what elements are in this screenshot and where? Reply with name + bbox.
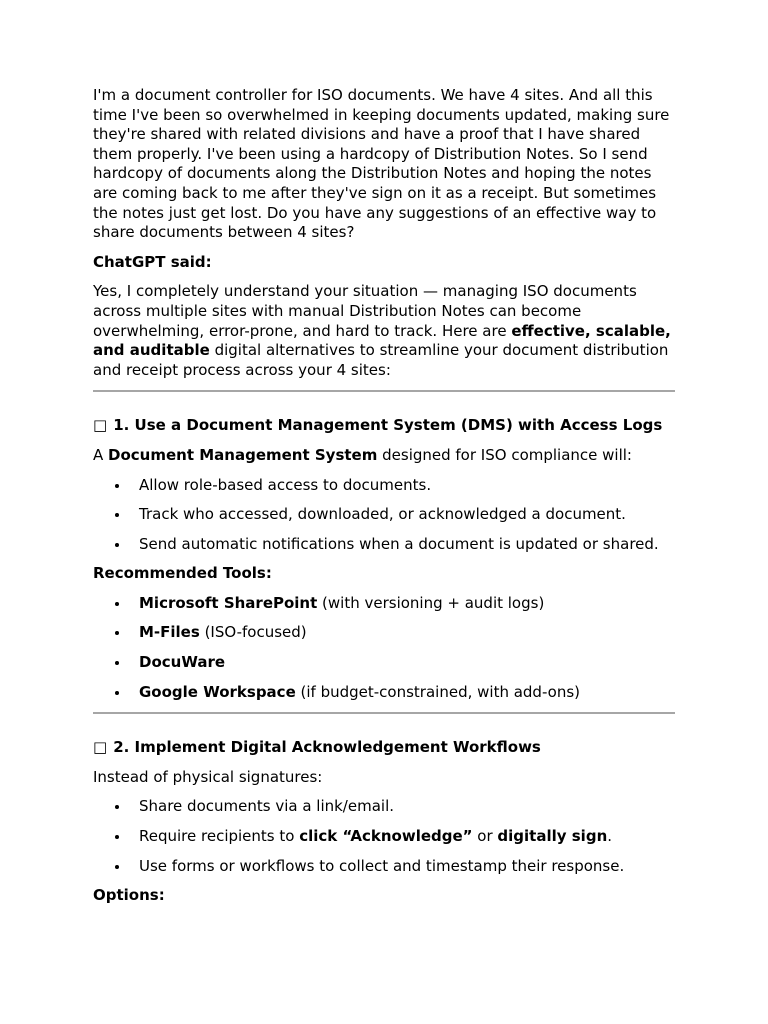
conversation-document xyxy=(93,86,675,916)
list-item: Track who accessed, downloaded, or acknowledged a document. xyxy=(139,505,675,525)
tool-note: (if budget-constrained, with add-ons) xyxy=(295,682,580,701)
section-1-bullets xyxy=(93,476,675,555)
section-2-lead: Instead of physical signatures: xyxy=(93,767,323,786)
list-item: Send automatic notifications when a document is updated or shared. xyxy=(139,535,675,555)
list-item xyxy=(139,827,675,847)
recommended-tools-list xyxy=(93,594,675,702)
list-item xyxy=(139,623,675,643)
placeholder-glyph-icon: □ xyxy=(93,416,108,435)
section-1-lead-bold: Document Management System xyxy=(108,445,378,464)
section-1-lead-prefix: A xyxy=(93,445,109,464)
section-2-bullets xyxy=(93,797,675,876)
tool-note: (ISO-focused) xyxy=(199,623,307,642)
placeholder-glyph-icon: □ xyxy=(93,738,108,757)
list-item: Use forms or workflows to collect and timestamp their response. xyxy=(139,857,675,877)
speaker-label: ChatGPT said: xyxy=(93,252,212,271)
bullet-text: Require recipients to xyxy=(139,827,300,846)
section-2-title: 2. Implement Digital Acknowledgement Workflows xyxy=(113,738,541,757)
options-label: Options: xyxy=(93,886,165,905)
reply-intro-emphasis: effective, scalable, and auditable xyxy=(93,321,671,360)
section-1-lead xyxy=(93,446,675,466)
section-2-heading xyxy=(93,738,675,758)
tool-name: DocuWare xyxy=(139,653,226,672)
tool-name: M-Files xyxy=(139,623,200,642)
section-divider xyxy=(93,390,675,392)
bullet-emphasis: digitally sign xyxy=(497,827,608,846)
reply-intro xyxy=(93,282,675,380)
list-item xyxy=(139,594,675,614)
list-item: Share documents via a link/email. xyxy=(139,797,675,817)
section-1-title: 1. Use a Document Management System (DMS) with Access Logs xyxy=(113,416,663,435)
list-item xyxy=(139,683,675,703)
reply-intro-text: Yes, I completely understand your situation — managing ISO documents across multiple sites with manual Distribution Notes can become overwhelming, error-prone, and hard to track. Here are xyxy=(93,282,637,340)
user-message: I'm a document controller for ISO documents. We have 4 sites. And all this time I've been so overwhelmed in keeping documents updated, making sure they're shared with related divisions and have a proof that I have shared them properly. I've been using a hardcopy of Distribution Notes. So I send hardcopy of documents along the Distribution Notes and hoping the notes are coming back to me after they've sign on it as a receipt. But sometimes the notes just get lost. Do you have any suggestions of an effective way to share documents between 4 sites? xyxy=(93,86,670,242)
reply-intro-text-end: digital alternatives to streamline your document distribution and receipt process across your 4 sites: xyxy=(93,341,669,379)
bullet-emphasis: click “Acknowledge” xyxy=(299,827,473,846)
section-divider xyxy=(93,712,675,714)
section-1-heading xyxy=(93,416,675,436)
section-1-lead-suffix: designed for ISO compliance will: xyxy=(377,445,632,464)
tool-name: Google Workspace xyxy=(139,682,296,701)
recommended-tools-label: Recommended Tools: xyxy=(93,564,272,583)
list-item xyxy=(139,653,675,673)
bullet-text: . xyxy=(607,827,613,846)
list-item: Allow role-based access to documents. xyxy=(139,476,675,496)
bullet-text: or xyxy=(472,827,498,846)
tool-name: Microsoft SharePoint xyxy=(139,593,318,612)
tool-note: (with versioning + audit logs) xyxy=(317,593,545,612)
